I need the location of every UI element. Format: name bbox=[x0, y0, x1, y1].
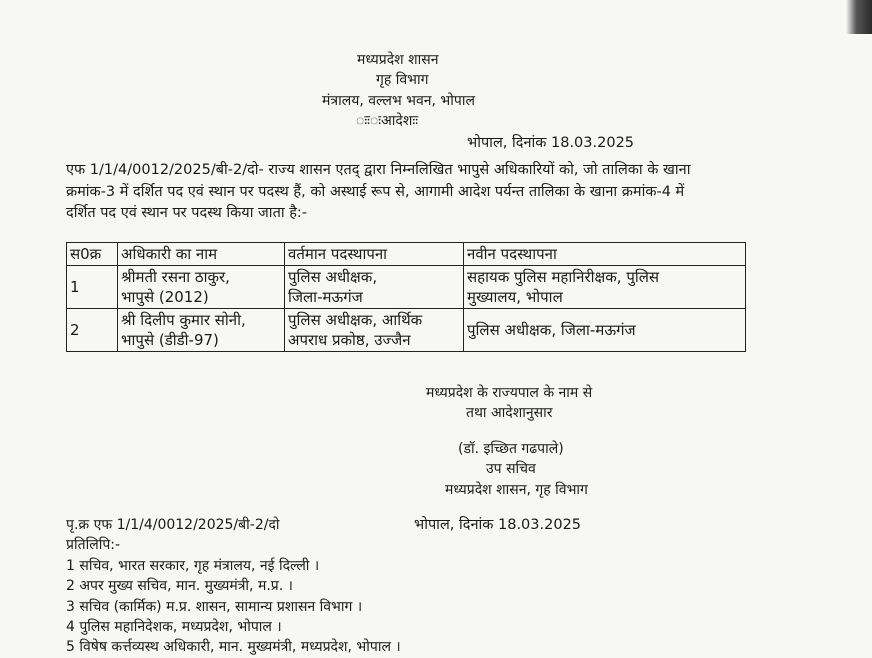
cell-current-posting bbox=[285, 309, 464, 352]
new-posting-line: मुख्यालय, भोपाल bbox=[467, 288, 563, 306]
officer-name: श्री दिलीप कुमार सोनी, bbox=[121, 311, 246, 329]
table-header-row bbox=[67, 243, 746, 266]
copy-item: 1 सचिव, भारत सरकार, गृह मंत्रालय, नई दिल्ली । bbox=[66, 558, 320, 574]
order-line-1: एफ 1/1/4/0012/2025/बी-2/दो- राज्य शासन एतद् द्वारा निम्नलिखित भापुसे अधिकारियों को, जो तालिका के खाना bbox=[66, 162, 691, 178]
col-header-new-posting: नवीन पदस्थापना bbox=[464, 243, 746, 266]
order-line-3: दर्शित पद एवं स्थान पर पदस्थ किया जाता है:- bbox=[66, 205, 308, 221]
header-date: भोपाल, दिनांक 18.03.2025 bbox=[467, 135, 635, 151]
endorsement-ref: पृ.क्र एफ 1/1/4/0012/2025/बी-2/दो bbox=[66, 517, 280, 533]
copy-item: 5 विषेष कर्त्तव्यस्थ अधिकारी, मान. मुख्यमंत्री, मध्यप्रदेश, भोपाल । bbox=[66, 639, 401, 655]
officer-service: भापुसे (2012) bbox=[121, 288, 209, 306]
current-posting-line: पुलिस अधीक्षक, bbox=[288, 268, 378, 286]
table-row bbox=[67, 266, 746, 309]
header-address: मंत्रालय, वल्लभ भवन, भोपाल bbox=[322, 93, 475, 109]
signatory-designation: उप सचिव bbox=[486, 461, 536, 477]
posting-table bbox=[66, 242, 746, 352]
copy-item: 4 पुलिस महानिदेशक, मध्यप्रदेश, भोपाल । bbox=[66, 619, 282, 635]
cell-sno: 2 bbox=[67, 309, 118, 352]
cell-new-posting bbox=[464, 266, 746, 309]
new-posting-line: सहायक पुलिस महानिरीक्षक, पुलिस bbox=[467, 268, 660, 286]
col-header-officer: अधिकारी का नाम bbox=[118, 243, 285, 266]
cell-officer bbox=[118, 309, 285, 352]
officer-name: श्रीमती रसना ठाकुर, bbox=[121, 268, 230, 286]
copy-label: प्रतिलिपि:- bbox=[66, 537, 121, 553]
current-posting-line: पुलिस अधीक्षक, आर्थिक bbox=[288, 311, 423, 329]
endorsement-date: भोपाल, दिनांक 18.03.2025 bbox=[414, 517, 582, 533]
new-posting-line: पुलिस अधीक्षक, जिला-मऊगंज bbox=[467, 321, 636, 339]
copy-item: 2 अपर मुख्य सचिव, मान. मुख्यमंत्री, म.प्र. । bbox=[66, 578, 293, 594]
copy-item: 3 सचिव (कार्मिक) म.प्र. शासन, सामान्य प्रशासन विभाग । bbox=[66, 599, 363, 615]
header-govt: मध्यप्रदेश शासन bbox=[357, 52, 439, 68]
col-header-sno: स0क्र bbox=[67, 243, 118, 266]
header-order-title: ःःःआदेशःः bbox=[356, 113, 419, 129]
cell-current-posting bbox=[285, 266, 464, 309]
signatory-department: मध्यप्रदेश शासन, गृह विभाग bbox=[445, 482, 588, 498]
signature-order: तथा आदेशानुसार bbox=[466, 405, 553, 421]
scan-edge-shadow bbox=[846, 0, 872, 34]
officer-service: भापुसे (डीडी-97) bbox=[121, 331, 219, 349]
signatory-name: (डॉ. इच्छित गढपाले) bbox=[458, 441, 564, 457]
cell-new-posting bbox=[464, 309, 746, 352]
current-posting-line: अपराध प्रकोष्ठ, उज्जैन bbox=[288, 331, 411, 349]
signature-authority: मध्यप्रदेश के राज्यपाल के नाम से bbox=[426, 385, 593, 401]
table-row bbox=[67, 309, 746, 352]
current-posting-line: जिला-मऊगंज bbox=[288, 288, 363, 306]
cell-officer bbox=[118, 266, 285, 309]
header-department: गृह विभाग bbox=[376, 72, 429, 88]
col-header-current-posting: वर्तमान पदस्थापना bbox=[285, 243, 464, 266]
cell-sno: 1 bbox=[67, 266, 118, 309]
order-line-2: क्रमांक-3 में दर्शित पद एवं स्थान पर पदस्थ हैं, को अस्थाई रूप से, आगामी आदेश पर्यन्त तालिका के खाना क्रमांक-4 में bbox=[66, 184, 685, 200]
